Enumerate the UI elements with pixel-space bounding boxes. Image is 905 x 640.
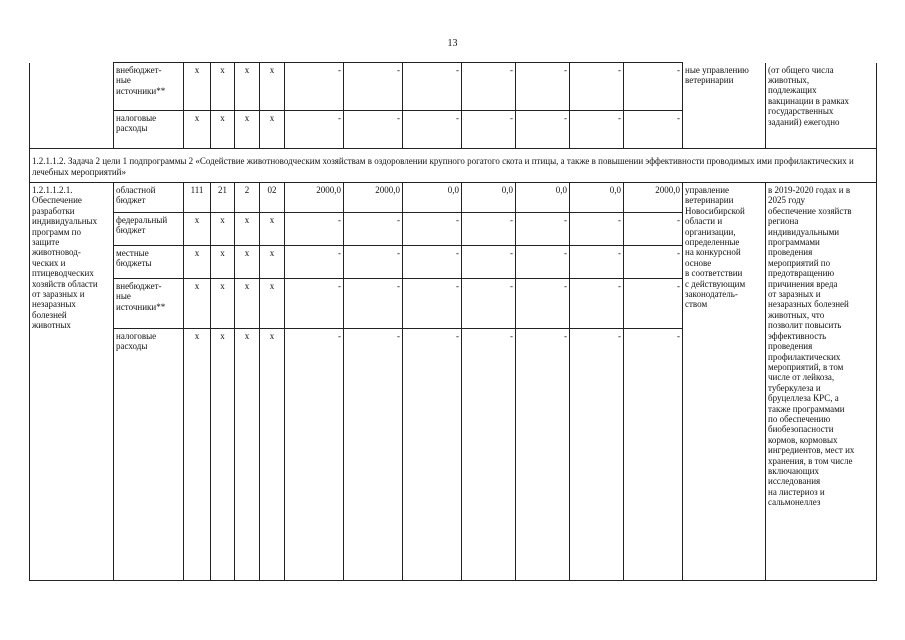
funding-source: федеральный бюджет <box>114 213 184 246</box>
code-cell: x <box>184 63 211 111</box>
table-row <box>30 149 877 183</box>
value-cell: - <box>624 329 683 581</box>
code-cell: x <box>211 246 235 279</box>
code-cell: x <box>211 329 235 581</box>
funding-source: налоговые расходы <box>114 329 184 581</box>
value-cell: 0,0 <box>462 183 516 213</box>
value-cell: - <box>570 329 624 581</box>
value-cell: - <box>462 213 516 246</box>
value-cell: - <box>516 213 570 246</box>
code-cell: 21 <box>211 183 235 213</box>
value-cell: 0,0 <box>570 183 624 213</box>
measure-cell <box>30 63 114 149</box>
code-cell: 2 <box>235 183 260 213</box>
table-row <box>30 63 877 111</box>
value-cell: - <box>344 213 403 246</box>
page-number: 13 <box>447 38 458 49</box>
value-cell: - <box>570 213 624 246</box>
value-cell: 2000,0 <box>344 183 403 213</box>
code-cell: x <box>260 111 285 149</box>
value-cell: - <box>624 63 683 111</box>
value-cell: - <box>462 63 516 111</box>
code-cell: x <box>211 279 235 329</box>
funding-source: налоговые расходы <box>114 111 184 149</box>
value-cell: - <box>285 329 344 581</box>
value-cell: - <box>516 246 570 279</box>
value-cell: - <box>516 279 570 329</box>
value-cell: - <box>403 213 462 246</box>
value-cell: - <box>462 329 516 581</box>
value-cell: - <box>285 246 344 279</box>
executor-cell: управление ветеринарии Новосибирской области и организации, определенные на конкурсной основе в соответствии с действующим законодатель- ством <box>683 183 766 581</box>
result-cell: в 2019-2020 годах и в 2025 году обеспечение хозяйств региона индивидуальными программами проведения мероприятий по предотвращению причинения вреда от заразных и незаразных болезней животных, что позволит повысить эффективность проведения профилактических мероприятий, в том числе от лейкоза, туберкулеза и бруцеллеза КРС, а также программами по обеспечению биобезопасности кормов, кормовых ингредиентов, мест их хранения, в том числе включающих исследования на листериоз и сальмонеллез <box>766 183 877 581</box>
value-cell: - <box>403 111 462 149</box>
value-cell: - <box>285 111 344 149</box>
value-cell: - <box>624 111 683 149</box>
result-cell: (от общего числа животных, подлежащих вакцинации в рамках государственных заданий) ежегодно <box>766 63 877 149</box>
program-table <box>29 62 877 581</box>
code-cell: x <box>235 111 260 149</box>
code-cell: x <box>184 111 211 149</box>
value-cell: - <box>285 279 344 329</box>
funding-source: областной бюджет <box>114 183 184 213</box>
value-cell: 2000,0 <box>285 183 344 213</box>
value-cell: 0,0 <box>516 183 570 213</box>
value-cell: - <box>624 279 683 329</box>
value-cell: - <box>285 63 344 111</box>
funding-source: местные бюджеты <box>114 246 184 279</box>
value-cell: - <box>344 63 403 111</box>
value-cell: - <box>462 246 516 279</box>
code-cell: x <box>260 63 285 111</box>
code-cell: x <box>235 329 260 581</box>
value-cell: 0,0 <box>403 183 462 213</box>
code-cell: x <box>235 213 260 246</box>
value-cell: - <box>570 279 624 329</box>
value-cell: - <box>516 111 570 149</box>
code-cell: x <box>235 279 260 329</box>
measure-title: 1.2.1.1.2.1. Обеспечение разработки индивидуальных программ по защите животновод- ческих и птицеводческих хозяйств области от заразных и незаразных болезней животных <box>30 183 114 581</box>
value-cell: - <box>344 329 403 581</box>
value-cell: - <box>285 213 344 246</box>
code-cell: x <box>260 279 285 329</box>
value-cell: - <box>624 213 683 246</box>
value-cell: - <box>570 246 624 279</box>
value-cell: - <box>344 279 403 329</box>
value-cell: - <box>624 246 683 279</box>
code-cell: x <box>260 246 285 279</box>
value-cell: - <box>344 246 403 279</box>
code-cell: x <box>235 63 260 111</box>
table-row <box>30 183 877 213</box>
code-cell: x <box>211 213 235 246</box>
code-cell: x <box>260 213 285 246</box>
code-cell: x <box>184 329 211 581</box>
value-cell: - <box>462 279 516 329</box>
code-cell: x <box>211 111 235 149</box>
value-cell: - <box>570 63 624 111</box>
task-heading: 1.2.1.1.2. Задача 2 цели 1 подпрограммы 2 «Содействие животноводческим хозяйствам в оздоровлении крупного рогатого скота и птицы, а также в повышении эффективности проводимых ими профилактических и лечебных мероприятий» <box>30 149 877 183</box>
value-cell: - <box>403 63 462 111</box>
value-cell: - <box>344 111 403 149</box>
code-cell: 111 <box>184 183 211 213</box>
value-cell: - <box>570 111 624 149</box>
value-cell: - <box>403 279 462 329</box>
value-cell: - <box>516 329 570 581</box>
code-cell: x <box>184 279 211 329</box>
value-cell: - <box>462 111 516 149</box>
code-cell: x <box>260 329 285 581</box>
funding-source: внебюджет- ные источники** <box>114 279 184 329</box>
code-cell: 02 <box>260 183 285 213</box>
executor-cell: ные управлению ветеринарии <box>683 63 766 149</box>
value-cell: 2000,0 <box>624 183 683 213</box>
value-cell: - <box>403 329 462 581</box>
value-cell: - <box>516 63 570 111</box>
code-cell: x <box>235 246 260 279</box>
funding-source: внебюджет- ные источники** <box>114 63 184 111</box>
value-cell: - <box>403 246 462 279</box>
code-cell: x <box>184 246 211 279</box>
code-cell: x <box>184 213 211 246</box>
code-cell: x <box>211 63 235 111</box>
